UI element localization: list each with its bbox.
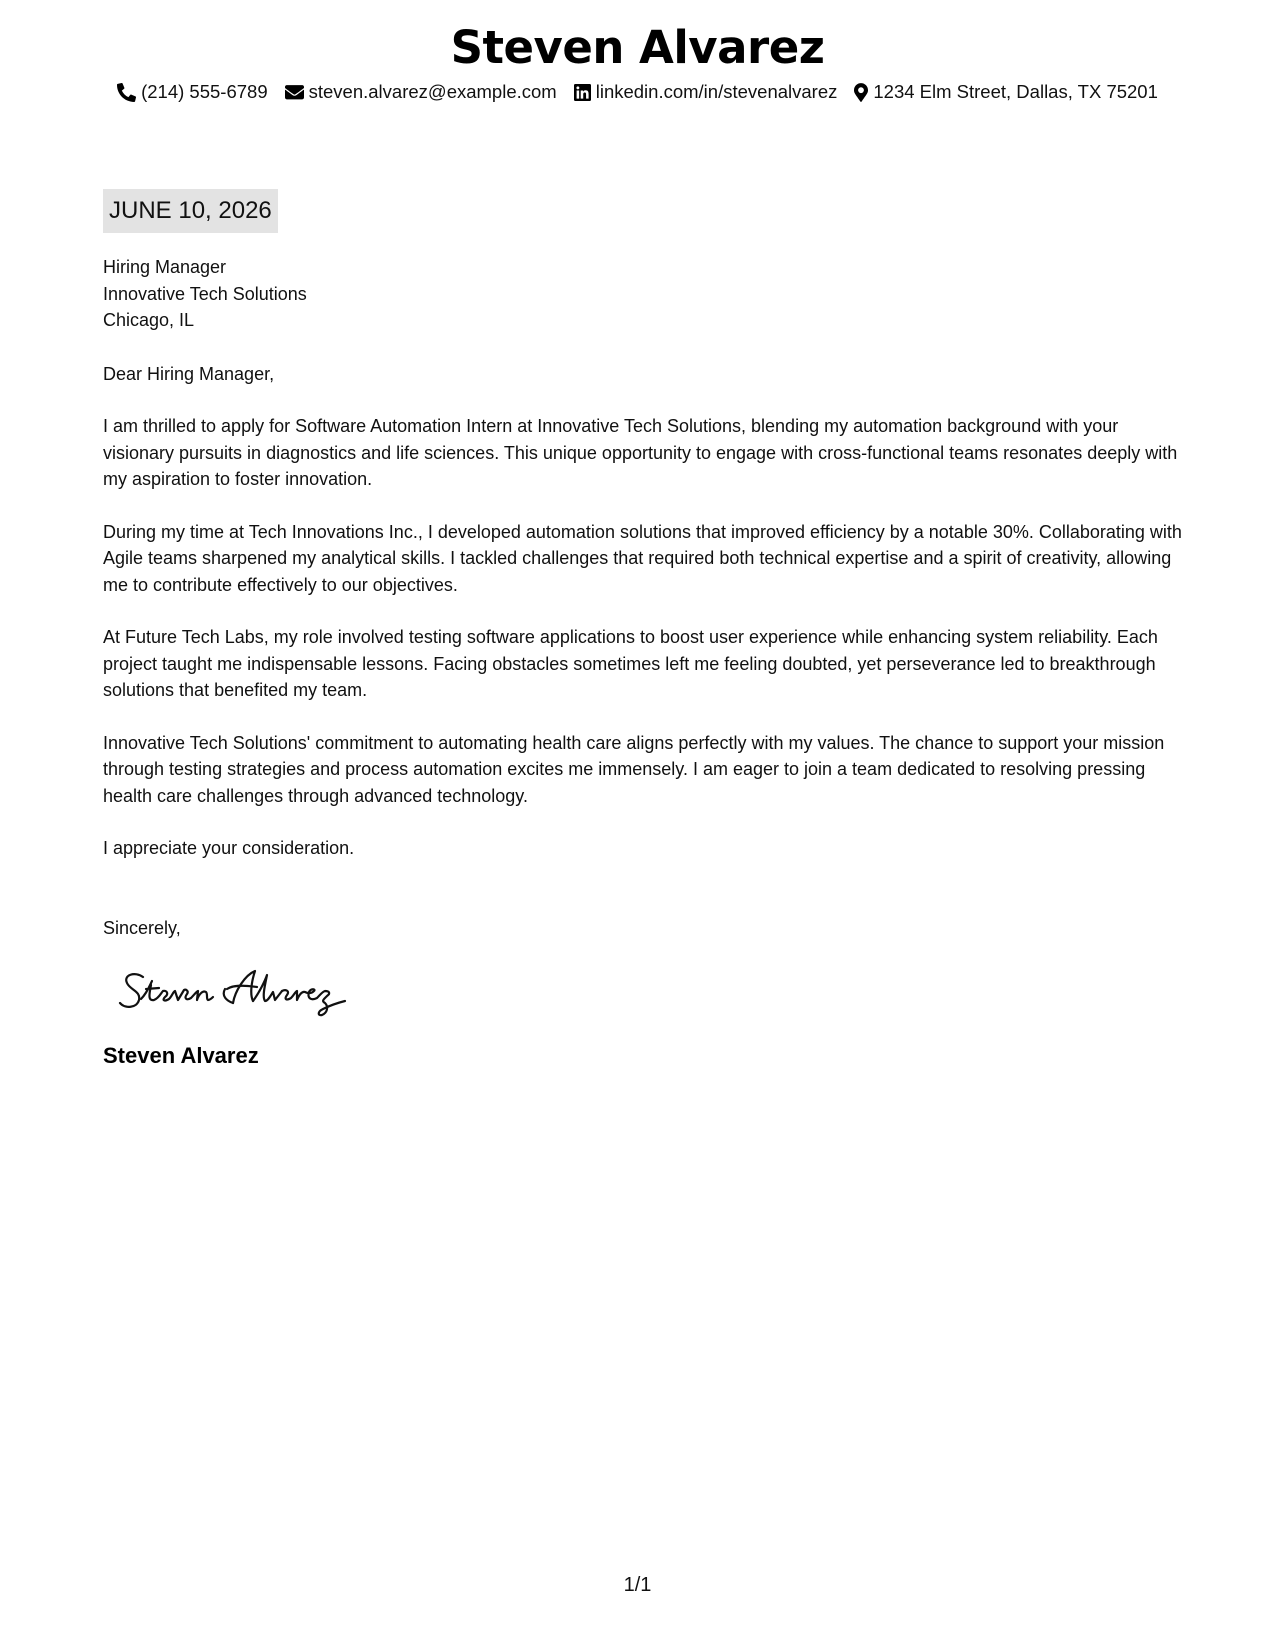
- body-paragraph: At Future Tech Labs, my role involved testing software applications to boost user experience while enhancing system reliability. Each project taught me indispensable lessons. Facing obstacles sometimes left me feeling doubted, yet perseverance led to breakthrough solutions that benefited my team.: [103, 627, 1158, 700]
- letter-body: [103, 254, 1183, 1071]
- salutation: Dear Hiring Manager,: [103, 363, 275, 384]
- linkedin-icon: [574, 84, 591, 101]
- email-text: steven.alvarez@example.com: [308, 81, 557, 102]
- closing-line: I appreciate your consideration.: [103, 838, 355, 858]
- phone-icon: [117, 83, 136, 102]
- handwritten-signature: [117, 963, 357, 1023]
- recipient-block: [103, 254, 1183, 334]
- signed-name: Steven Alvarez: [103, 1043, 259, 1068]
- contact-info-row: [0, 78, 1275, 106]
- envelope-icon: [285, 85, 304, 100]
- recipient-company: Innovative Tech Solutions: [103, 283, 307, 304]
- signoff: Sincerely,: [103, 917, 181, 938]
- recipient-location: Chicago, IL: [103, 310, 195, 330]
- phone-text: (214) 555-6789: [141, 81, 268, 102]
- contact-address: [854, 78, 1158, 106]
- contact-email: [285, 78, 557, 106]
- linkedin-text: linkedin.com/in/stevenalvarez: [595, 81, 838, 102]
- page-number: 1/1: [623, 1574, 652, 1596]
- contact-phone: [117, 78, 268, 106]
- map-pin-icon: [854, 83, 868, 102]
- letter-date: JUNE 10, 2026: [103, 189, 278, 233]
- body-paragraph: During my time at Tech Innovations Inc., I developed automation solutions that improved efficiency by a notable 30%. Collaborating with Agile teams sharpened my analytical skills. I tackled challenges that required both technical expertise and a spirit of creativity, allowing me to contribute effectively to our objectives.: [103, 521, 1182, 595]
- applicant-name-heading: Steven Alvarez: [450, 21, 825, 74]
- body-paragraph: I am thrilled to apply for Software Automation Intern at Innovative Tech Solutions, blending my automation background with your visionary pursuits in diagnostics and life sciences. This unique opportunity to engage with cross-functional teams resonates deeply with my aspiration to foster innovation.: [103, 416, 1178, 489]
- address-text: 1234 Elm Street, Dallas, TX 75201: [873, 81, 1158, 102]
- contact-linkedin: [574, 78, 838, 106]
- recipient-title: Hiring Manager: [103, 257, 227, 277]
- body-paragraph: Innovative Tech Solutions' commitment to automating health care aligns perfectly with my values. The chance to support your mission through testing strategies and process automation excites me immensely. I am eager to join a team dedicated to resolving pressing health care challenges through advanced technology.: [103, 732, 1165, 806]
